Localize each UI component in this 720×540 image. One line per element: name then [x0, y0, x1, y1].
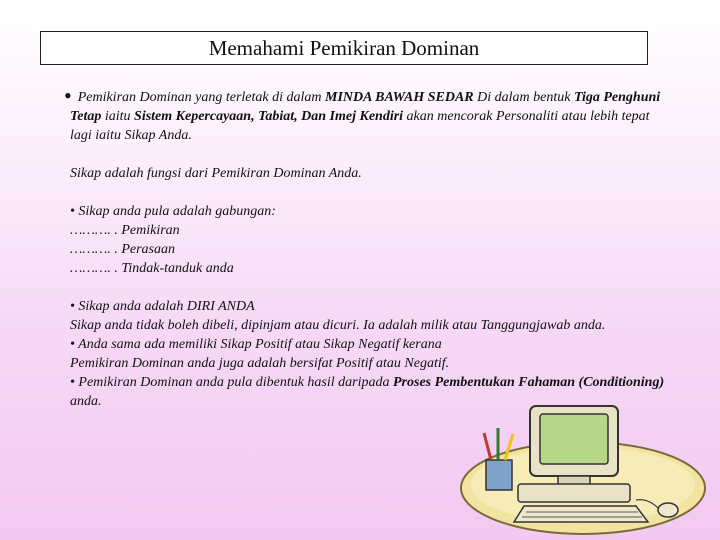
- conditioning-line: • Pemikiran Dominan anda pula dibentuk hasil daripada Proses Pembentukan Fahaman (Conditioning) anda.: [70, 375, 665, 409]
- bullet-icon: •: [64, 83, 72, 108]
- slide-body: [64, 83, 670, 411]
- paragraph-personality: • Pemikiran Dominan yang terletak di dalam MINDA BAWAH SEDAR Di dalam bentuk Tiga Penghuni Tetap iaitu Sistem Kepercayaan, Tabiat, Dan Imej Kendiri akan mencorak Personaliti atau lebih tepat lagi iaitu Sikap Anda.: [64, 83, 661, 143]
- list-item: ………. . Pemikiran: [70, 223, 180, 238]
- list-item: ………. . Perasaan: [70, 242, 176, 257]
- paragraph-attitude-function: Sikap adalah fungsi dari Pemikiran Dominan Anda.: [70, 166, 362, 181]
- attitude-ownership-line: Sikap anda tidak boleh dibeli, dipinjam atau dicuri. Ia adalah milik atau Tanggungjawab anda.: [70, 318, 606, 333]
- slide-title-text: Memahami Pemikiran Dominan: [208, 35, 480, 60]
- computer-base-icon: [518, 484, 630, 502]
- mouse-icon: [658, 503, 678, 517]
- attitude-positive-negative-line: • Anda sama ada memiliki Sikap Positif atau Sikap Negatif kerana: [70, 337, 442, 352]
- computer-desk-clipart: [458, 388, 708, 538]
- dominant-thinking-line: Pemikiran Dominan anda juga adalah bersifat Positif atau Negatif.: [70, 356, 450, 371]
- attitude-self-line: • Sikap anda adalah DIRI ANDA: [70, 299, 255, 314]
- monitor-icon: [530, 406, 618, 486]
- keyboard-icon: [514, 506, 648, 522]
- list-item: ………. . Tindak-tanduk anda: [70, 261, 234, 276]
- slide-title: [40, 31, 648, 65]
- combination-heading: • Sikap anda pula adalah gabungan:: [70, 204, 276, 219]
